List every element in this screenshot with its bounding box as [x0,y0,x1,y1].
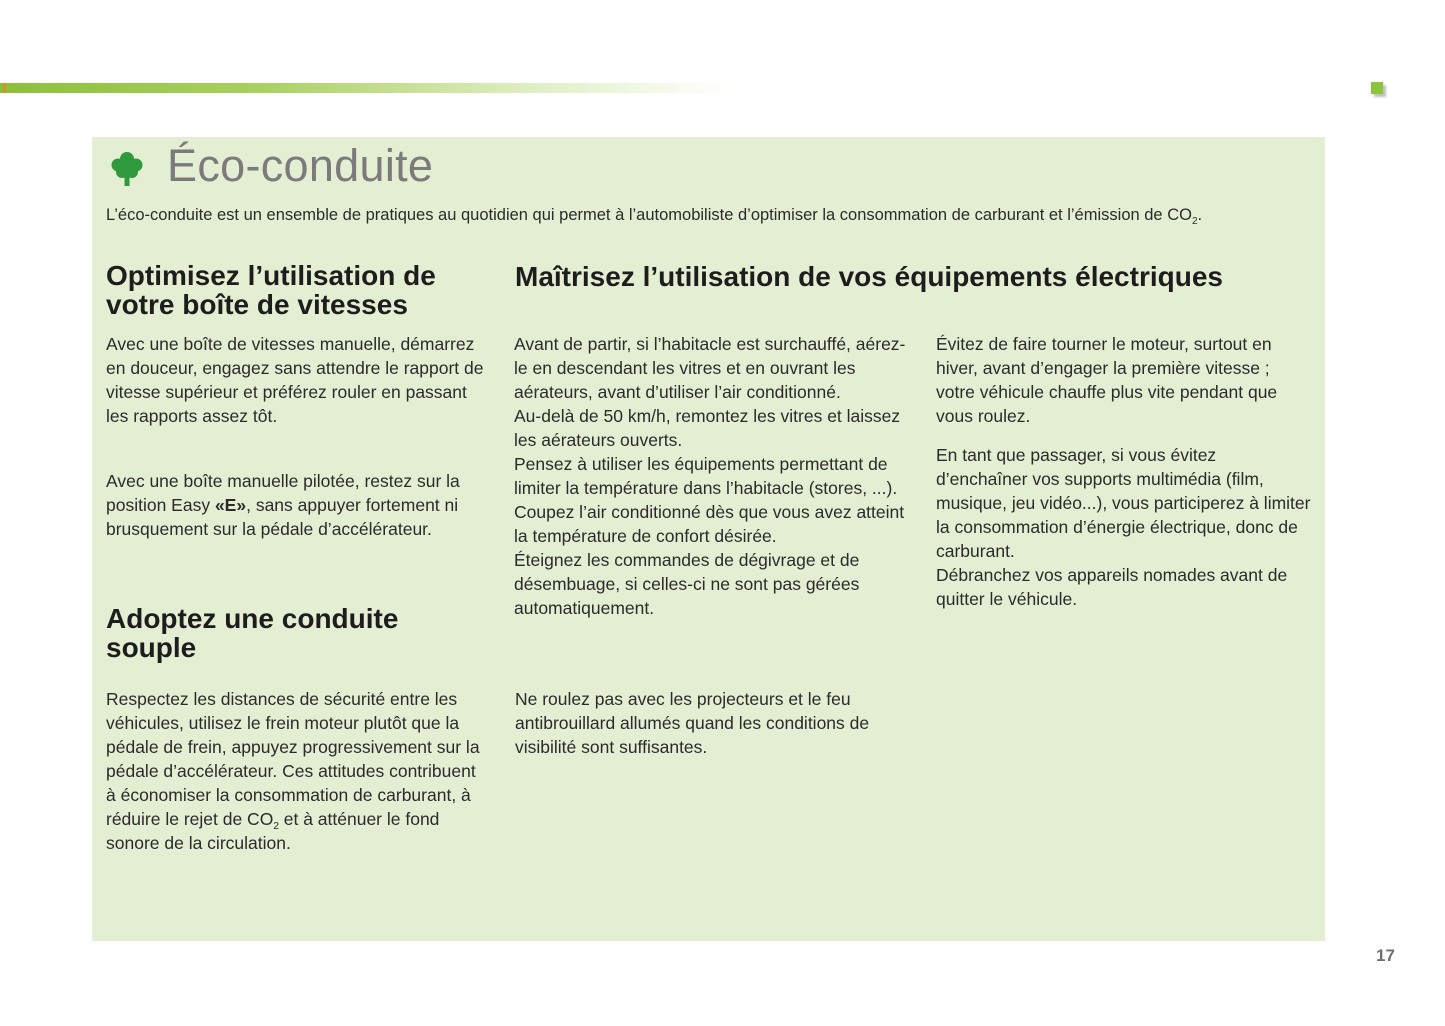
electrical-tip-idling: Évitez de faire tourner le moteur, surtout en hiver, avant d’engager la première vitesse ; votre véhicule chauffe plus vite pendant que vous roulez. [936,334,1278,426]
electrical-tip-airing: Avant de partir, si l’habitacle est surchauffé, aérez-le en descendant les vitres et en ouvrant les aérateurs, avant d’utiliser l’air conditionné. [514,334,906,402]
gearbox-manual-paragraph: Avec une boîte de vitesses manuelle, démarrez en douceur, engagez sans attendre le rapport de vitesse supérieur et préférez rouler en passant les rapports assez tôt. [106,334,484,426]
intro-text: L’éco-conduite est un ensemble de pratiques au quotidien qui permet à l’automobiliste d’optimiser la consommation de carburant et l’émission de $CO_2$. [106,206,1203,227]
header-gradient-bar [0,83,730,93]
gearbox-heading: Optimisez l’utilisation de votre boîte de vitesses [106,260,436,320]
electrical-heading: Maîtrisez l’utilisation de vos équipements électriques [515,261,1223,292]
page-number: 17 [1376,946,1395,965]
electrical-tip-windows: Au-delà de 50 km/h, remontez les vitres et laissez les aérateurs ouverts. [514,406,901,450]
electrical-tip-aircon: Coupez l’air conditionné dès que vous avez atteint la température de confort désirée. [514,502,905,546]
electrical-tip-blinds: Pensez à utiliser les équipements permettant de limiter la température dans l’habitacle (stores, ...). [514,454,898,498]
electrical-column-2 [936,332,1311,611]
electrical-tip-multimedia: En tant que passager, si vous évitez d’enchaîner vos supports multimédia (film, musique, jeu vidéo...), vous participerez à limiter la consommation d’énergie électrique, donc de carburant. [936,445,1311,561]
page-title: Éco-conduite [167,140,434,191]
smooth-driving-paragraph: Respectez les distances de sécurité entre les véhicules, utilisez le frein moteur plutôt que la pédale de frein, appuyez progressivement sur la pédale d’accélérateur. Ces attitudes contribuent à économiser la consommation de carburant, à réduire le rejet de $CO_2$ et à atténuer le fond sonore de la circulation. [106,689,480,853]
electrical-tip-lights: Ne roulez pas avec les projecteurs et le feu antibrouillard allumés quand les conditions de visibilité sont suffisantes. [515,689,870,757]
corner-marker [1371,82,1383,94]
electrical-tip-defrost: Éteignez les commandes de dégivrage et de désembuage, si celles-ci ne sont pas gérées automatiquement. [514,550,860,618]
smooth-driving-heading: Adoptez une conduite souple [106,603,399,663]
tree-icon [108,150,146,188]
header-bar-mark [3,83,6,93]
electrical-tip-devices: Débranchez vos appareils nomades avant de quitter le véhicule. [936,565,1288,609]
electrical-column-1 [514,332,909,620]
gearbox-piloted-paragraph: Avec une boîte manuelle pilotée, restez sur la position Easy «E», sans appuyer fortement ni brusquement sur la pédale d’accélérateur. [106,471,460,539]
